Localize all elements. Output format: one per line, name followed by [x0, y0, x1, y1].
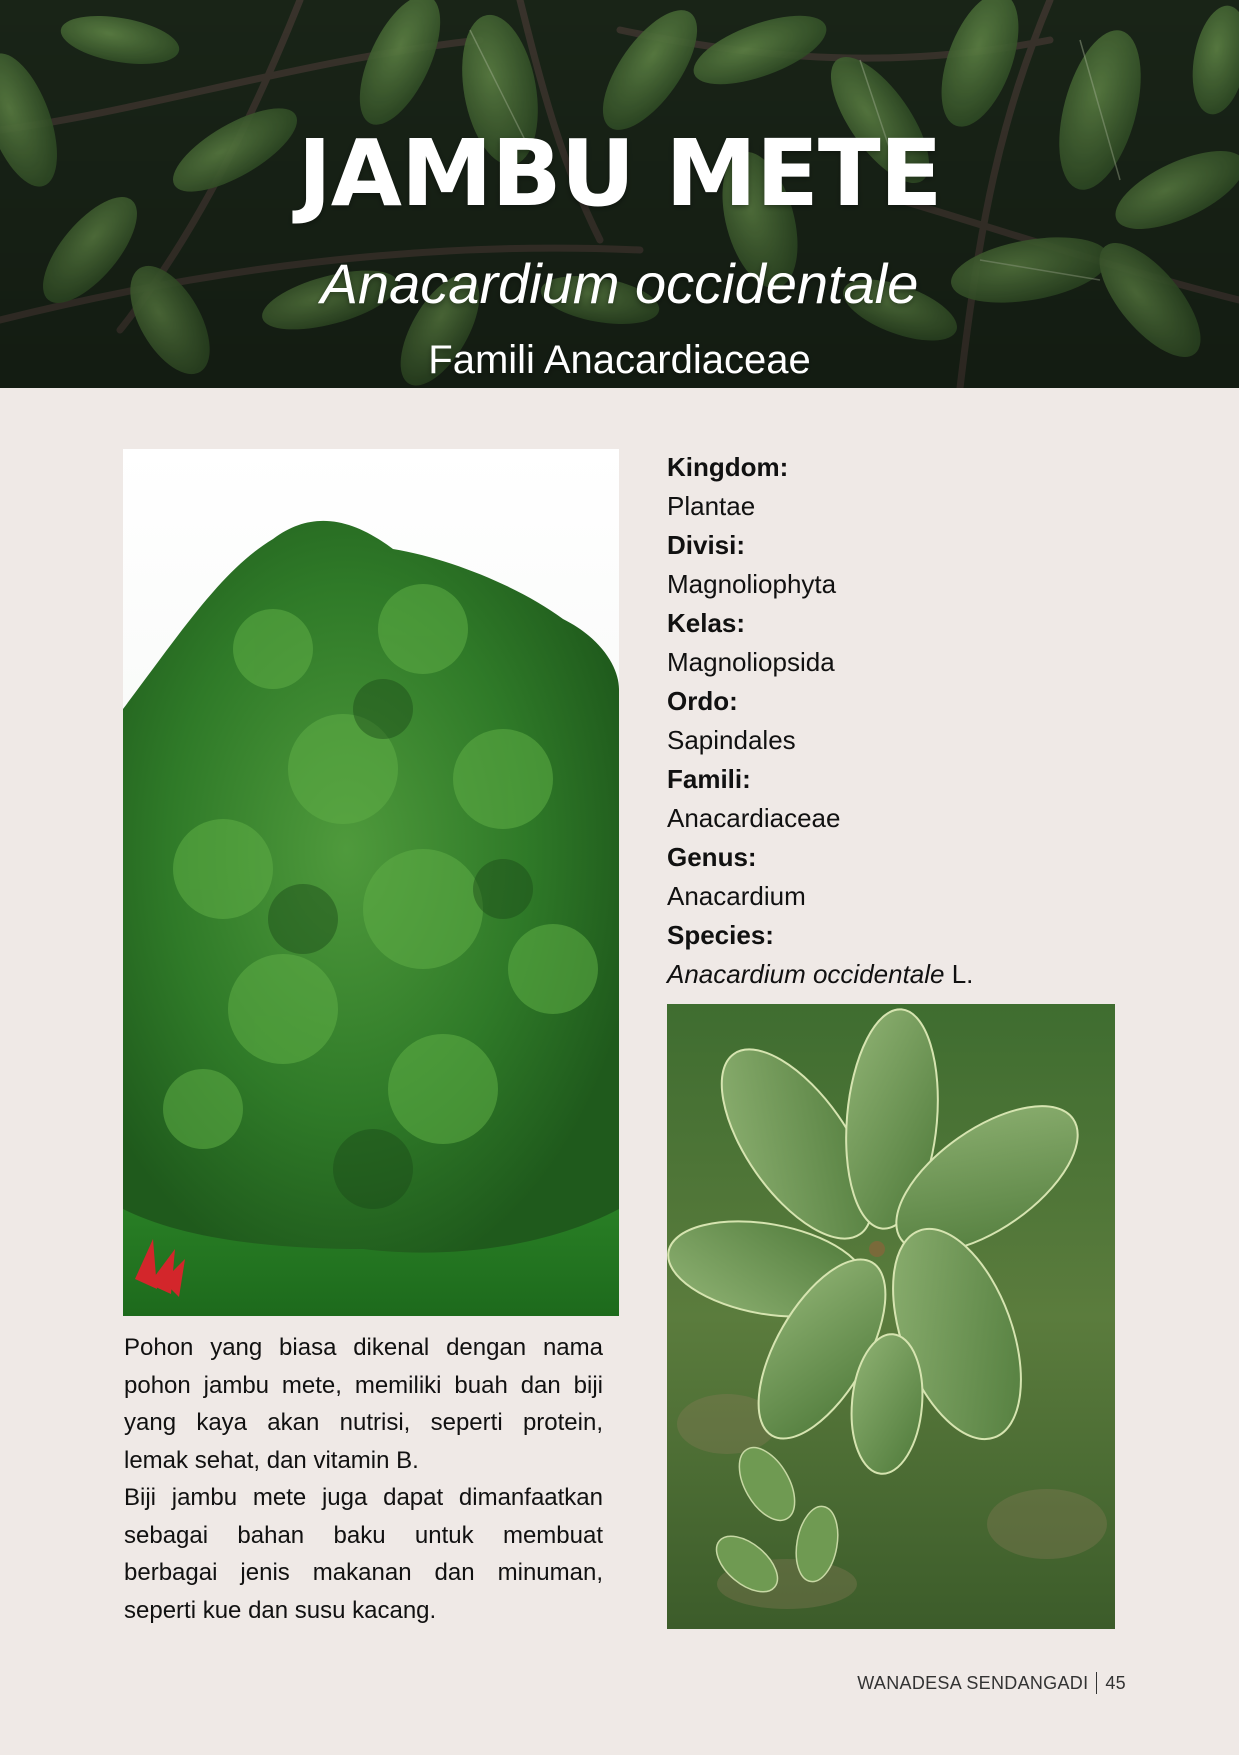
- taxonomy-list: [667, 448, 1187, 994]
- description-text: [124, 1329, 603, 1629]
- taxonomy-label: Species:: [667, 920, 774, 950]
- taxonomy-value: Magnoliophyta: [667, 569, 837, 599]
- publication-name: WANADESA SENDANGADI: [857, 1673, 1089, 1693]
- description-paragraph: Biji jambu mete juga dapat dimanfaatkan sebagai bahan baku untuk membuat berbagai jenis makanan dan minuman, seperti kue dan susu kacang.: [124, 1484, 603, 1624]
- page-title: JAMBU METE: [297, 120, 942, 227]
- species-name: Anacardium occidentale: [667, 959, 945, 989]
- family-subtitle: Famili Anacardiaceae: [428, 338, 811, 382]
- cashew-leaves-photo: [667, 1004, 1115, 1629]
- taxonomy-value: Anacardium: [667, 881, 806, 911]
- taxonomy-value: Sapindales: [667, 725, 796, 755]
- taxonomy-label: Famili:: [667, 764, 751, 794]
- page-footer: [857, 1672, 1126, 1694]
- taxonomy-value: Anacardiaceae: [667, 803, 841, 833]
- taxonomy-label: Genus:: [667, 842, 757, 872]
- description-paragraph: Pohon yang biasa dikenal dengan nama pohon jambu mete, memiliki buah dan biji yang kaya akan nutrisi, seperti protein, lemak sehat, dan vitamin B.: [124, 1334, 603, 1474]
- scientific-name: Anacardium occidentale: [320, 252, 919, 315]
- footer-divider: [1096, 1672, 1097, 1694]
- taxonomy-label: Kelas:: [667, 608, 746, 638]
- taxonomy-value: Plantae: [667, 491, 756, 521]
- header-banner: [0, 0, 1239, 388]
- species-value: [667, 955, 1187, 994]
- cashew-tree-photo: [123, 449, 619, 1316]
- taxonomy-label: Ordo:: [667, 686, 738, 716]
- page-number: 45: [1105, 1673, 1126, 1693]
- taxonomy-label: Divisi:: [667, 530, 746, 560]
- taxonomy-label: Kingdom:: [667, 452, 789, 482]
- taxonomy-value: Magnoliopsida: [667, 647, 835, 677]
- species-author: L.: [944, 959, 974, 989]
